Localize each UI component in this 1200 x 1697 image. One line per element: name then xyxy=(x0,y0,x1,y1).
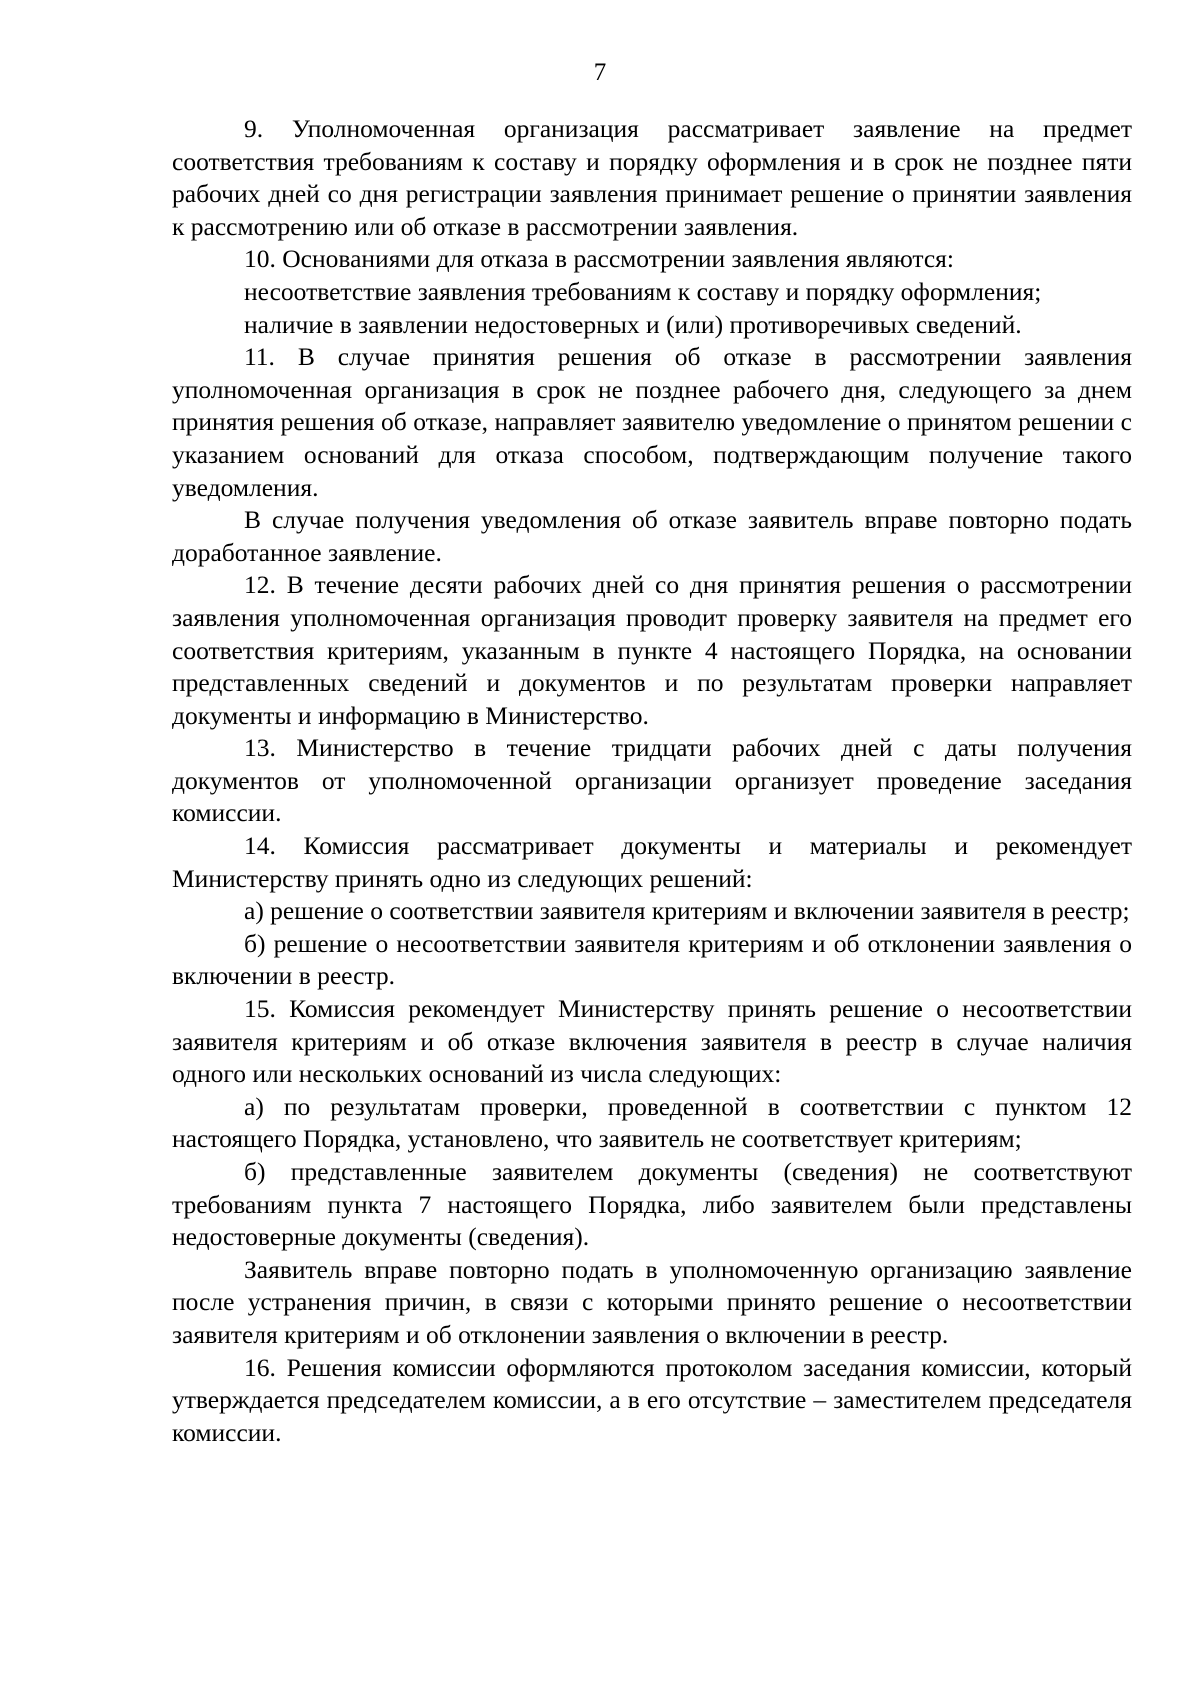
paragraph-14-item-a: а) решение о соответствии заявителя критериям и включении заявителя в реестр; xyxy=(244,896,1130,926)
paragraph-12: 12. В течение десяти рабочих дней со дня принятия решения о рассмотрении заявления уполномоченная организация проводит проверку заявителя на предмет его соответствия критериям, указанным в пункте 4 настоящего Порядка, на основании представленных сведений и документов и по результатам проверки направляет документы и информацию в Министерство. xyxy=(172,570,1132,730)
paragraph-9: 9. Уполномоченная организация рассматривает заявление на предмет соответствия требованиям к составу и порядку оформления и в срок не позднее пяти рабочих дней со дня регистрации заявления принимает решение о принятии заявления к рассмотрению или об отказе в рассмотрении заявления. xyxy=(172,114,1132,241)
document-body xyxy=(172,113,1132,1449)
paragraph-10: 10. Основаниями для отказа в рассмотрении заявления являются: xyxy=(244,244,954,274)
paragraph-13: 13. Министерство в течение тридцати рабочих дней с даты получения документов от уполномоченной организации организует проведение заседания комиссии. xyxy=(172,733,1132,828)
page-number: 7 xyxy=(593,59,607,86)
paragraph-16: 16. Решения комиссии оформляются протоколом заседания комиссии, который утверждается председателем комиссии, а в его отсутствие – заместителем председателя комиссии. xyxy=(172,1352,1132,1447)
paragraph-14-item-b: б) решение о несоответствии заявителя критериям и об отклонении заявления о включении в реестр. xyxy=(172,928,1132,991)
paragraph-15-item-b: б) представленные заявителем документы (сведения) не соответствуют требованиям пункта 7 настоящего Порядка, либо заявителем были представлены недостоверные документы (сведения). xyxy=(172,1157,1132,1252)
paragraph-15-note: Заявитель вправе повторно подать в уполномоченную организацию заявление после устранения причин, в связи с которыми принято решение о несоответствии заявителя критериям и об отклонении заявления о включении в реестр. xyxy=(172,1254,1132,1349)
paragraph-10-item-2: наличие в заявлении недостоверных и (или) противоречивых сведений. xyxy=(244,309,1022,339)
paragraph-14: 14. Комиссия рассматривает документы и материалы и рекомендует Министерству принять одно из следующих решений: xyxy=(172,831,1132,893)
paragraph-10-item-1: несоответствие заявления требованиям к составу и порядку оформления; xyxy=(244,276,1042,306)
paragraph-11: 11. В случае принятия решения об отказе в рассмотрении заявления уполномоченная организация в срок не позднее рабочего дня, следующего за днем принятия решения об отказе, направляет заявителю уведомление о принятом решении с указанием оснований для отказа способом, подтверждающим получение такого уведомления. xyxy=(172,342,1132,502)
paragraph-15: 15. Комиссия рекомендует Министерству принять решение о несоответствии заявителя критериям и об отказе включения заявителя в реестр в случае наличия одного или нескольких оснований из числа следующих: xyxy=(172,994,1132,1089)
paragraph-15-item-a: а) по результатам проверки, проведенной в соответствии с пунктом 12 настоящего Порядка, установлено, что заявитель не соответствует критериям; xyxy=(172,1091,1132,1154)
paragraph-11-note: В случае получения уведомления об отказе заявитель вправе повторно подать доработанное заявление. xyxy=(172,505,1132,567)
